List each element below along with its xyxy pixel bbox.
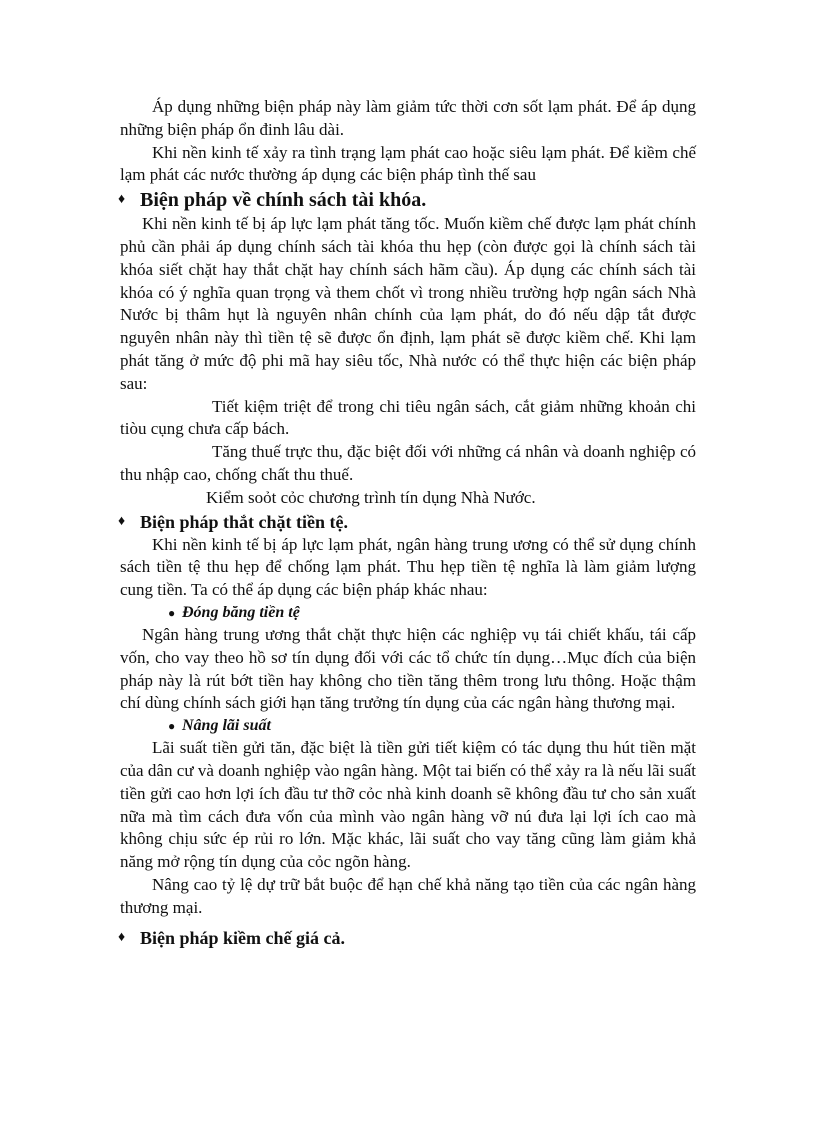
document-page xyxy=(120,96,696,950)
heading-fiscal-policy-text: Biện pháp về chính sách tài khóa. xyxy=(140,189,427,212)
dot-bullet-icon: ● xyxy=(168,719,176,734)
heading-monetary-tightening xyxy=(120,510,696,534)
dot-bullet-icon: ● xyxy=(168,605,176,620)
subheading-raise-interest-text: Nâng lãi suất xyxy=(182,717,271,735)
paragraph-7: Khi nền kinh tế bị áp lực lạm phát, ngân hàng trung ương có thể sử dụng chính sách tiền tệ thu hẹp để chống lạm phát. Thu hẹp tiền tệ nghĩa là làm giảm lượng cung tiền. Ta có thể áp dụng các biện pháp khác nhau: xyxy=(120,534,696,600)
paragraph-10: Nâng cao tỷ lệ dự trữ bắt buộc để hạn chế khả năng tạo tiền của các ngân hàng thương mại. xyxy=(120,874,696,917)
paragraph-3: Khi nền kinh tế bị áp lực lạm phát tăng tốc. Muốn kiềm chế được lạm phát chính phủ cần phải áp dụng chính sách tài khóa thu hẹp (còn được gọi là chính sách tài khóa siết chặt hay thắt chặt hay chính sách hãm cầu). Áp dụng các chính sách tài khóa có ý nghĩa quan trọng và them chốt vì trong nhiều trường hợp ngân sách Nhà Nước bị thâm hụt là nguyên nhân chính của lạm phát, do đó nếu dập tắt được nguyên nhân này thì tiền tệ sẽ được ổn định, lạm phát sẽ được kiềm chế. Khi lạm phát tăng ở mức độ phi mã hay siêu tốc, Nhà nước có thể thực hiện các biện pháp sau: xyxy=(120,214,696,393)
heading-fiscal-policy xyxy=(120,187,696,213)
paragraph-1: Áp dụng những biện pháp này làm giảm tức thời cơn sốt lạm phát. Để áp dụng những biện pháp ổn đinh lâu dài. xyxy=(120,97,696,139)
paragraph-9: Lãi suất tiền gửi tăn, đặc biệt là tiền gửi tiết kiệm có tác dụng thu hút tiền mặt của dân cư và doanh nghiệp vào ngân hàng. Một tai biến có thể xảy ra là nếu lãi suất tiền gửi cao hơn lợi ích đầu tư thỡ cỏc nhà kinh doanh sẽ không đầu tư cho sản xuất nữa mà tìm cách đưa vốn của mình vào ngân hàng vỡ nú đưa lại lợi ích cao mà không chịu sức ép rủi ro lớn. Mặc khác, lãi suất cho vay tăng cũng làm giảm khả năng mở rộng tín dụng của cỏc ngõn hàng. xyxy=(120,738,696,872)
subheading-freeze-money-text: Đóng băng tiền tệ xyxy=(182,603,300,621)
diamond-bullet-icon: ♦ xyxy=(118,929,126,945)
paragraph-4: Tiết kiệm triệt để trong chi tiêu ngân sách, cắt giảm những khoản chi tiòu cụng chưa cấp bách. xyxy=(120,396,696,439)
heading-price-control xyxy=(120,926,696,950)
paragraph-5: Tăng thuế trực thu, đặc biệt đối với những cá nhân và doanh nghiệp có thu nhập cao, chống chất thu thuế. xyxy=(120,442,696,484)
heading-monetary-tightening-text: Biện pháp thắt chặt tiền tệ. xyxy=(140,511,349,532)
heading-price-control-text: Biện pháp kiềm chế giá cả. xyxy=(140,927,346,948)
paragraph-8: Ngân hàng trung ương thắt chặt thực hiện các nghiệp vụ tái chiết khấu, tái cấp vốn, cho vay theo hồ sơ tín dụng đối với các tổ chức tín dụng…Mục đích của biện pháp này là rút bớt tiền hay không cho tiền tăng thêm trong lưu thông. Hoặc thậm chí dùng chính sách giới hạn tăng trưởng tín dụng của các ngân hàng thương mại. xyxy=(120,624,696,713)
diamond-bullet-icon: ♦ xyxy=(118,192,126,208)
paragraph-2: Khi nền kinh tế xảy ra tình trạng lạm phát cao hoặc siêu lạm phát. Để kiềm chế lạm phát các nước thường áp dụng các biện pháp tình thế sau xyxy=(120,142,696,185)
diamond-bullet-icon: ♦ xyxy=(118,513,126,529)
subheading-freeze-money xyxy=(120,602,696,624)
subheading-raise-interest xyxy=(120,715,696,737)
paragraph-6: Kiểm soỏt cỏc chương trình tín dụng Nhà Nước. xyxy=(206,487,536,507)
